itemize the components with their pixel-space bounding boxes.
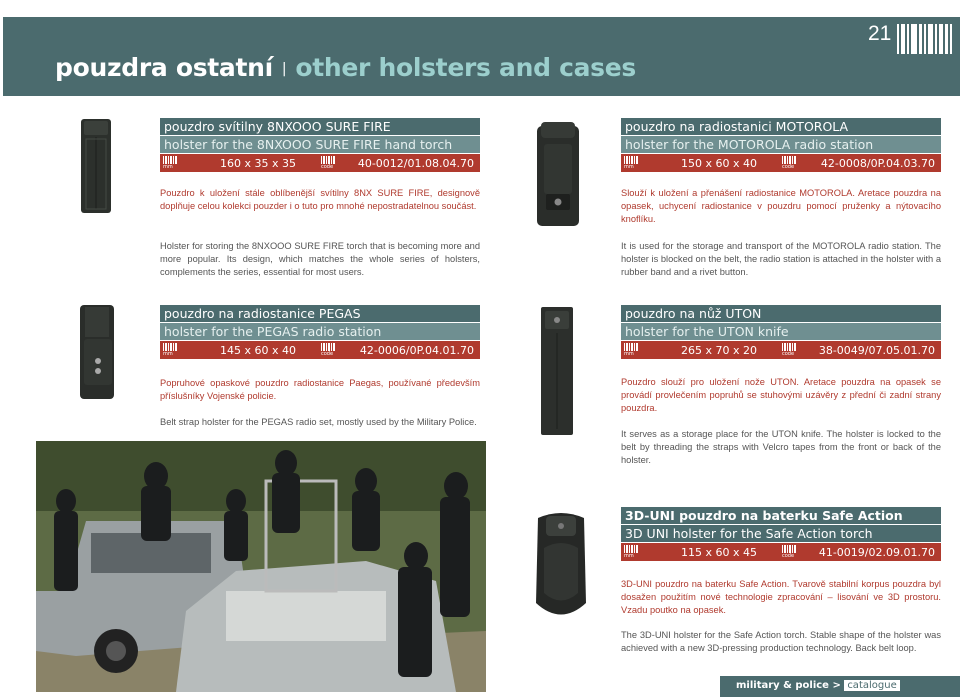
product-name-en: holster for the UTON knife <box>621 323 941 340</box>
product-code: 40-0012/01.08.04.70 <box>357 157 474 170</box>
product-code: 41-0019/02.09.01.70 <box>818 546 935 559</box>
dimensions-icon: mm <box>624 156 643 170</box>
3d-uni-holster-image <box>530 508 592 630</box>
product-name-en: holster for the MOTOROLA radio station <box>621 136 941 153</box>
page-title <box>55 53 636 82</box>
product-text-en: It serves as a storage place for the UTON knife. The holster is locked to the belt by threading the straps with Velcro tapes from the front or back of the holster. <box>621 429 941 465</box>
product-name-en: holster for the 8NXOOO SURE FIRE hand torch <box>160 136 480 153</box>
title-separator: | <box>281 61 287 77</box>
footer-catalogue-label <box>720 676 960 697</box>
barcode-decoration-icon <box>897 24 955 54</box>
product-text-en: It is used for the storage and transport of the MOTOROLA radio station. The holster is blocked on the belt, the radio station is attached in the holster with a rubber band and a rivet button. <box>621 241 941 277</box>
dimensions-icon: mm <box>163 156 182 170</box>
pegas-holster-image <box>74 303 122 401</box>
tactical-team-photo <box>36 441 486 692</box>
product-dimensions: 150 x 60 x 40 <box>681 157 757 170</box>
code-icon: code <box>321 156 340 170</box>
product-spec-bar <box>621 154 941 172</box>
product-surefire <box>160 118 480 172</box>
product-motorola <box>621 118 941 172</box>
product-spec-bar <box>621 341 941 359</box>
product-name-cz: pouzdro na nůž UTON <box>621 305 941 322</box>
code-icon: code <box>782 545 801 559</box>
dimensions-icon: mm <box>624 343 643 357</box>
product-name-cz: pouzdro svítilny 8NXOOO SURE FIRE <box>160 118 480 135</box>
product-pegas <box>160 305 480 359</box>
product-name-cz: 3D-UNI pouzdro na baterku Safe Action <box>621 507 941 524</box>
page-number: 21 <box>868 22 892 45</box>
product-name-cz: pouzdro na radiostanice PEGAS <box>160 305 480 322</box>
product-text-en: Belt strap holster for the PEGAS radio set, mostly used by the Military Police. <box>160 417 477 427</box>
product-name-en: 3D UNI holster for the Safe Action torch <box>621 525 941 542</box>
product-spec-bar <box>160 341 480 359</box>
product-dimensions: 265 x 70 x 20 <box>681 344 757 357</box>
code-icon: code <box>782 343 801 357</box>
footer-text: military & police > <box>736 680 841 691</box>
product-3d-uni <box>621 507 941 561</box>
product-spec-bar <box>621 543 941 561</box>
page-number-box <box>864 20 957 60</box>
page-header-banner <box>3 17 960 96</box>
product-text-cz: 3D-UNI pouzdro na baterku Safe Action. Tvarově stabilní korpus pouzdra byl dosažen použitím nové technologie zpracování – lisování ve 3D prostoru. Vzadu poutko na opasek. <box>621 579 941 615</box>
footer-catalogue: catalogue <box>844 680 899 691</box>
product-text-en: The 3D-UNI holster for the Safe Action torch. Stable shape of the holster was achieved with a new 3D-pressing production technology. Back belt loop. <box>621 630 941 653</box>
product-spec-bar <box>160 154 480 172</box>
product-text-cz: Slouží k uložení a přenášení radiostanice MOTOROLA. Aretace pouzdra na opasek, uchycení radiostanice v pouzdru pomocí pruženky a nýtovacího knoflíku. <box>621 188 941 224</box>
code-icon: code <box>321 343 340 357</box>
product-dimensions: 160 x 35 x 35 <box>220 157 296 170</box>
product-name-en: holster for the PEGAS radio station <box>160 323 480 340</box>
dimensions-icon: mm <box>163 343 182 357</box>
product-text-cz: Popruhové opaskové pouzdro radiostanice Paegas, používané především příslušníky Vojenské policie. <box>160 378 480 401</box>
page-title-cz: pouzdra ostatní <box>55 53 273 82</box>
product-code: 42-0008/0P.04.03.70 <box>820 157 935 170</box>
surefire-holster-image <box>78 117 114 215</box>
product-dimensions: 115 x 60 x 45 <box>681 546 757 559</box>
uton-knife-holster-image <box>537 305 577 437</box>
product-code: 38-0049/07.05.01.70 <box>818 344 935 357</box>
product-name-cz: pouzdro na radiostanici MOTOROLA <box>621 118 941 135</box>
dimensions-icon: mm <box>624 545 643 559</box>
product-text-cz: Pouzdro k uložení stále oblíbenější svítilny 8NX SURE FIRE, designově doplňuje celou kolekci pouzder i o tuto pro mnohé nepostradatelnou součást. <box>160 188 480 211</box>
page-title-en: other holsters and cases <box>295 53 636 82</box>
product-code: 42-0006/0P.04.01.70 <box>359 344 474 357</box>
product-uton <box>621 305 941 359</box>
motorola-holster-image <box>532 120 584 230</box>
product-dimensions: 145 x 60 x 40 <box>220 344 296 357</box>
product-text-cz: Pouzdro slouží pro uložení nože UTON. Aretace pouzdra na opasek se provádí provlečením popruhů se stuhovými uzávěry z přední či zadní strany pouzdra. <box>621 377 941 413</box>
code-icon: code <box>782 156 801 170</box>
product-text-en: Holster for storing the 8NXOOO SURE FIRE torch that is becoming more and more popular. Its design, which matches the whole series of holsters, complements the series, essential for most users. <box>160 241 480 277</box>
